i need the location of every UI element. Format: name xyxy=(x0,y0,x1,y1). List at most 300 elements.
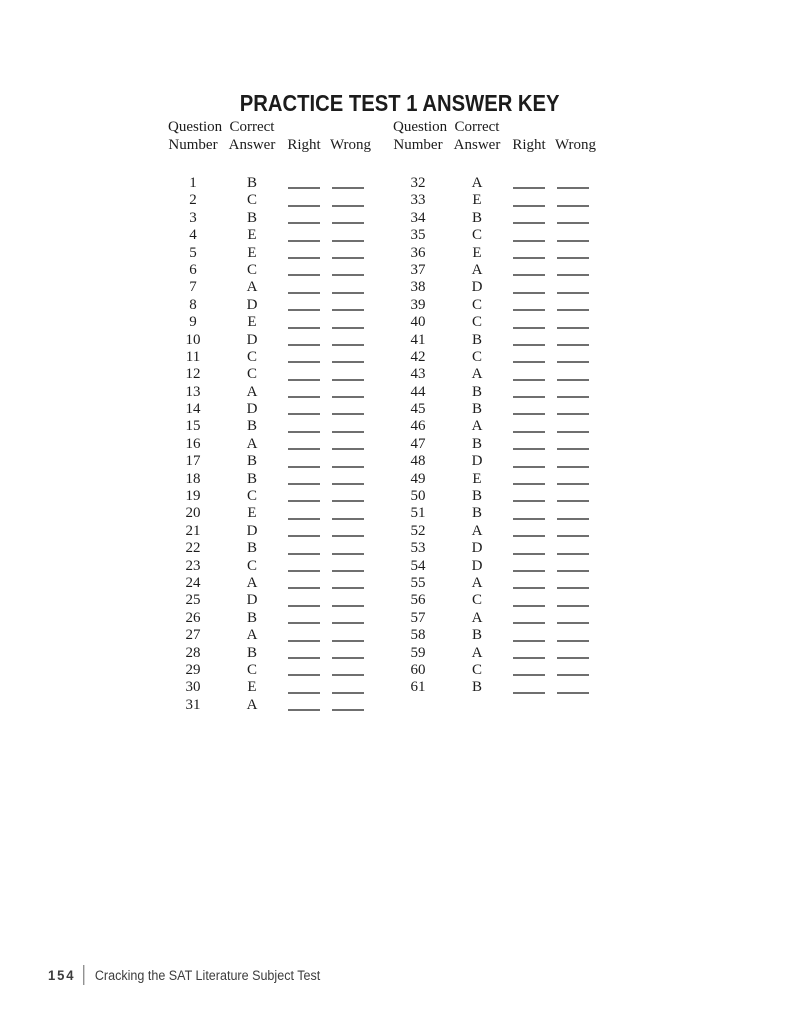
right-blank-line xyxy=(513,605,545,607)
question-number: 17 xyxy=(185,453,201,470)
wrong-blank-line xyxy=(332,657,364,659)
question-number: 45 xyxy=(410,401,426,418)
answer-key-row xyxy=(393,592,591,609)
wrong-blank-line xyxy=(332,205,364,207)
book-title: Cracking the SAT Literature Subject Test xyxy=(94,967,321,983)
answer-key-row xyxy=(393,645,591,662)
right-blank-line xyxy=(513,466,545,468)
question-number: 26 xyxy=(185,609,201,626)
question-number: 55 xyxy=(410,574,426,591)
question-number: 58 xyxy=(410,627,426,644)
question-number: 10 xyxy=(185,331,201,348)
right-blank-line xyxy=(288,431,320,433)
question-number: 13 xyxy=(185,383,201,400)
right-blank-line xyxy=(288,396,320,398)
wrong-blank-line xyxy=(557,553,589,555)
wrong-blank-line xyxy=(557,240,589,242)
question-number: 54 xyxy=(410,557,426,574)
wrong-blank-line xyxy=(557,292,589,294)
right-blank-line xyxy=(288,361,320,363)
correct-answer: D xyxy=(471,453,483,470)
question-number: 38 xyxy=(410,279,426,296)
answer-key-row xyxy=(393,679,591,696)
question-number: 36 xyxy=(410,244,426,261)
correct-answer: B xyxy=(471,209,482,226)
answer-key-row xyxy=(168,558,366,575)
correct-answer: E xyxy=(472,470,482,487)
question-number: 39 xyxy=(410,296,426,313)
answer-key-row xyxy=(393,627,591,644)
correct-answer: B xyxy=(471,331,482,348)
answer-key-row xyxy=(393,453,591,470)
header-right: Right xyxy=(512,137,546,153)
question-number: 46 xyxy=(410,418,426,435)
question-number: 43 xyxy=(410,366,426,383)
correct-answer: A xyxy=(471,522,483,539)
answer-key-row xyxy=(168,592,366,609)
correct-answer: C xyxy=(471,227,482,244)
answer-key-row xyxy=(168,505,366,522)
question-number: 57 xyxy=(410,609,426,626)
answer-key-row xyxy=(168,418,366,435)
question-number: 61 xyxy=(410,679,426,696)
wrong-blank-line xyxy=(332,292,364,294)
correct-answer: A xyxy=(471,366,483,383)
correct-answer: A xyxy=(471,574,483,591)
question-number: 30 xyxy=(185,679,201,696)
wrong-blank-line xyxy=(332,466,364,468)
header-correct-answer: Correct Answer xyxy=(453,119,501,153)
answer-key-row xyxy=(393,279,591,296)
correct-answer: B xyxy=(246,470,257,487)
correct-answer: A xyxy=(471,644,483,661)
right-blank-line xyxy=(288,570,320,572)
answer-key-row xyxy=(393,436,591,453)
correct-answer: C xyxy=(246,488,257,505)
page-footer xyxy=(48,965,320,985)
wrong-blank-line xyxy=(332,692,364,694)
answer-key-row xyxy=(393,540,591,557)
right-blank-line xyxy=(513,431,545,433)
right-blank-line xyxy=(513,187,545,189)
question-number: 47 xyxy=(410,435,426,452)
right-blank-line xyxy=(513,379,545,381)
correct-answer: C xyxy=(471,348,482,365)
wrong-blank-line xyxy=(332,587,364,589)
correct-answer: B xyxy=(471,383,482,400)
wrong-blank-line xyxy=(557,500,589,502)
correct-answer: C xyxy=(471,296,482,313)
right-blank-line xyxy=(513,309,545,311)
answer-key-row xyxy=(393,332,591,349)
question-number: 24 xyxy=(185,574,201,591)
question-number: 31 xyxy=(185,696,201,713)
answer-key-row xyxy=(393,297,591,314)
correct-answer: B xyxy=(246,540,257,557)
correct-answer: D xyxy=(471,279,483,296)
right-blank-line xyxy=(288,518,320,520)
header-correct-answer: Correct Answer xyxy=(228,119,276,153)
answer-key-row xyxy=(168,366,366,383)
right-blank-line xyxy=(288,640,320,642)
answer-key-row xyxy=(168,245,366,262)
wrong-blank-line xyxy=(557,327,589,329)
wrong-blank-line xyxy=(332,553,364,555)
correct-answer: C xyxy=(471,314,482,331)
answer-key-row xyxy=(168,488,366,505)
correct-answer: C xyxy=(246,557,257,574)
correct-answer: D xyxy=(246,592,258,609)
answer-key-row xyxy=(168,332,366,349)
wrong-blank-line xyxy=(557,483,589,485)
right-blank-line xyxy=(288,674,320,676)
wrong-blank-line xyxy=(332,344,364,346)
correct-answer: B xyxy=(246,418,257,435)
correct-answer: B xyxy=(471,679,482,696)
right-blank-line xyxy=(513,413,545,415)
right-blank-line xyxy=(288,187,320,189)
right-blank-line xyxy=(288,466,320,468)
wrong-blank-line xyxy=(557,535,589,537)
question-number: 59 xyxy=(410,644,426,661)
question-number: 9 xyxy=(189,314,197,331)
right-blank-line xyxy=(288,292,320,294)
wrong-blank-line xyxy=(557,413,589,415)
right-blank-line xyxy=(288,327,320,329)
wrong-blank-line xyxy=(557,222,589,224)
question-number: 27 xyxy=(185,627,201,644)
wrong-blank-line xyxy=(557,396,589,398)
wrong-blank-line xyxy=(332,622,364,624)
correct-answer: B xyxy=(246,175,257,191)
question-number: 7 xyxy=(189,279,197,296)
wrong-blank-line xyxy=(557,587,589,589)
right-blank-line xyxy=(288,622,320,624)
right-blank-line xyxy=(513,570,545,572)
question-number: 32 xyxy=(410,175,426,191)
question-number: 28 xyxy=(185,644,201,661)
correct-answer: C xyxy=(246,192,257,209)
answer-key-row xyxy=(168,436,366,453)
header-question-number: Question Number xyxy=(168,119,223,153)
header-question-number: Question Number xyxy=(393,119,448,153)
answer-key-row xyxy=(168,314,366,331)
right-blank-line xyxy=(513,292,545,294)
answer-key-row xyxy=(168,279,366,296)
footer-divider xyxy=(84,965,85,985)
right-blank-line xyxy=(513,396,545,398)
wrong-blank-line xyxy=(557,274,589,276)
right-blank-line xyxy=(288,553,320,555)
question-number: 50 xyxy=(410,488,426,505)
question-number: 21 xyxy=(185,522,201,539)
wrong-blank-line xyxy=(332,674,364,676)
wrong-blank-line xyxy=(557,622,589,624)
correct-answer: C xyxy=(471,592,482,609)
wrong-blank-line xyxy=(332,483,364,485)
question-number: 23 xyxy=(185,557,201,574)
question-number: 60 xyxy=(410,661,426,678)
wrong-blank-line xyxy=(332,361,364,363)
answer-key-row xyxy=(393,610,591,627)
question-number: 51 xyxy=(410,505,426,522)
question-number: 16 xyxy=(185,435,201,452)
right-blank-line xyxy=(288,222,320,224)
correct-answer: B xyxy=(471,435,482,452)
right-blank-line xyxy=(513,361,545,363)
right-blank-line xyxy=(288,379,320,381)
answer-key-row xyxy=(393,575,591,592)
question-number: 1 xyxy=(189,175,197,191)
wrong-blank-line xyxy=(557,640,589,642)
right-blank-line xyxy=(513,692,545,694)
column-headers xyxy=(393,118,597,154)
answer-key-row xyxy=(168,575,366,592)
wrong-blank-line xyxy=(332,379,364,381)
wrong-blank-line xyxy=(557,570,589,572)
answer-key-row xyxy=(168,662,366,679)
correct-answer: B xyxy=(246,453,257,470)
right-blank-line xyxy=(288,344,320,346)
answer-key-column-left xyxy=(168,118,372,714)
right-blank-line xyxy=(288,240,320,242)
answer-key-row xyxy=(168,192,366,209)
right-blank-line xyxy=(513,483,545,485)
question-number: 48 xyxy=(410,453,426,470)
page-title xyxy=(0,90,800,117)
correct-answer: C xyxy=(246,261,257,278)
wrong-blank-line xyxy=(557,344,589,346)
correct-answer: A xyxy=(246,279,258,296)
answer-key-row xyxy=(393,488,591,505)
right-blank-line xyxy=(513,448,545,450)
wrong-blank-line xyxy=(557,257,589,259)
right-blank-line xyxy=(513,257,545,259)
correct-answer: B xyxy=(246,644,257,661)
header-right: Right xyxy=(287,137,321,153)
right-blank-line xyxy=(288,448,320,450)
correct-answer: D xyxy=(471,557,483,574)
wrong-blank-line xyxy=(332,431,364,433)
correct-answer: A xyxy=(246,435,258,452)
correct-answer: A xyxy=(471,418,483,435)
answer-key-row xyxy=(168,384,366,401)
right-blank-line xyxy=(288,413,320,415)
right-blank-line xyxy=(513,205,545,207)
correct-answer: B xyxy=(471,505,482,522)
question-number: 18 xyxy=(185,470,201,487)
answer-key-row xyxy=(168,697,366,714)
right-blank-line xyxy=(513,622,545,624)
right-blank-line xyxy=(288,657,320,659)
question-number: 22 xyxy=(185,540,201,557)
correct-answer: B xyxy=(246,209,257,226)
answer-key-row xyxy=(393,384,591,401)
question-number: 6 xyxy=(189,261,197,278)
answer-key-row xyxy=(393,558,591,575)
page-number: 154 xyxy=(48,967,76,983)
right-blank-line xyxy=(513,274,545,276)
answer-key-row xyxy=(393,227,591,244)
question-number: 41 xyxy=(410,331,426,348)
correct-answer: A xyxy=(246,627,258,644)
answer-key-row xyxy=(393,471,591,488)
answer-key-column-right xyxy=(393,118,597,714)
question-number: 25 xyxy=(185,592,201,609)
correct-answer: E xyxy=(247,679,257,696)
wrong-blank-line xyxy=(557,657,589,659)
correct-answer: A xyxy=(246,574,258,591)
correct-answer: B xyxy=(471,401,482,418)
correct-answer: B xyxy=(471,488,482,505)
right-blank-line xyxy=(513,240,545,242)
wrong-blank-line xyxy=(332,413,364,415)
wrong-blank-line xyxy=(332,500,364,502)
answer-key-row xyxy=(393,175,591,192)
answer-key-row xyxy=(168,627,366,644)
wrong-blank-line xyxy=(557,448,589,450)
answer-key-row xyxy=(168,210,366,227)
wrong-blank-line xyxy=(557,518,589,520)
correct-answer: E xyxy=(472,244,482,261)
correct-answer: B xyxy=(471,627,482,644)
question-number: 49 xyxy=(410,470,426,487)
wrong-blank-line xyxy=(557,379,589,381)
question-number: 35 xyxy=(410,227,426,244)
wrong-blank-line xyxy=(557,692,589,694)
wrong-blank-line xyxy=(557,605,589,607)
wrong-blank-line xyxy=(332,396,364,398)
question-number: 3 xyxy=(189,209,197,226)
correct-answer: A xyxy=(246,696,258,713)
answer-key-row xyxy=(393,262,591,279)
question-number: 37 xyxy=(410,261,426,278)
answer-rows xyxy=(168,175,366,714)
question-number: 15 xyxy=(185,418,201,435)
right-blank-line xyxy=(288,709,320,711)
answer-key-row xyxy=(168,523,366,540)
right-blank-line xyxy=(513,327,545,329)
wrong-blank-line xyxy=(557,309,589,311)
correct-answer: A xyxy=(246,383,258,400)
correct-answer: E xyxy=(247,227,257,244)
wrong-blank-line xyxy=(332,187,364,189)
right-blank-line xyxy=(513,657,545,659)
question-number: 2 xyxy=(189,192,197,209)
right-blank-line xyxy=(288,257,320,259)
question-number: 40 xyxy=(410,314,426,331)
right-blank-line xyxy=(513,640,545,642)
answer-key-row xyxy=(168,297,366,314)
question-number: 12 xyxy=(185,366,201,383)
right-blank-line xyxy=(288,500,320,502)
correct-answer: C xyxy=(471,661,482,678)
right-blank-line xyxy=(288,535,320,537)
right-blank-line xyxy=(513,500,545,502)
correct-answer: A xyxy=(471,175,483,191)
answer-key-row xyxy=(168,610,366,627)
right-blank-line xyxy=(288,274,320,276)
wrong-blank-line xyxy=(332,222,364,224)
answer-key-row xyxy=(393,210,591,227)
wrong-blank-line xyxy=(557,466,589,468)
right-blank-line xyxy=(513,553,545,555)
correct-answer: C xyxy=(246,661,257,678)
right-blank-line xyxy=(513,587,545,589)
question-number: 34 xyxy=(410,209,426,226)
correct-answer: C xyxy=(246,366,257,383)
question-number: 44 xyxy=(410,383,426,400)
wrong-blank-line xyxy=(332,327,364,329)
answer-key-table xyxy=(168,118,597,714)
wrong-blank-line xyxy=(332,605,364,607)
answer-key-row xyxy=(168,175,366,192)
answer-key-row xyxy=(393,314,591,331)
right-blank-line xyxy=(288,483,320,485)
answer-key-row xyxy=(393,366,591,383)
wrong-blank-line xyxy=(332,309,364,311)
header-wrong: Wrong xyxy=(330,137,372,153)
right-blank-line xyxy=(288,605,320,607)
wrong-blank-line xyxy=(332,709,364,711)
right-blank-line xyxy=(288,587,320,589)
wrong-blank-line xyxy=(557,187,589,189)
wrong-blank-line xyxy=(332,535,364,537)
answer-key-row xyxy=(393,662,591,679)
wrong-blank-line xyxy=(332,257,364,259)
answer-key-row xyxy=(393,349,591,366)
question-number: 19 xyxy=(185,488,201,505)
right-blank-line xyxy=(513,535,545,537)
question-number: 8 xyxy=(189,296,197,313)
answer-key-row xyxy=(393,418,591,435)
question-number: 56 xyxy=(410,592,426,609)
answer-key-row xyxy=(168,262,366,279)
wrong-blank-line xyxy=(557,674,589,676)
column-headers xyxy=(168,118,372,154)
correct-answer: D xyxy=(246,401,258,418)
right-blank-line xyxy=(288,205,320,207)
question-number: 42 xyxy=(410,348,426,365)
correct-answer: E xyxy=(247,505,257,522)
question-number: 5 xyxy=(189,244,197,261)
correct-answer: A xyxy=(471,261,483,278)
wrong-blank-line xyxy=(332,448,364,450)
answer-key-row xyxy=(168,645,366,662)
question-number: 20 xyxy=(185,505,201,522)
right-blank-line xyxy=(513,222,545,224)
answer-key-row xyxy=(168,679,366,696)
answer-key-row xyxy=(168,349,366,366)
right-blank-line xyxy=(513,344,545,346)
question-number: 33 xyxy=(410,192,426,209)
question-number: 11 xyxy=(185,348,201,365)
answer-key-row xyxy=(393,192,591,209)
page-title-text: PRACTICE TEST 1 ANSWER KEY xyxy=(240,90,560,116)
answer-key-row xyxy=(168,401,366,418)
correct-answer: E xyxy=(472,192,482,209)
answer-key-row xyxy=(168,540,366,557)
correct-answer: A xyxy=(471,609,483,626)
question-number: 4 xyxy=(189,227,197,244)
answer-key-row xyxy=(168,471,366,488)
question-number: 53 xyxy=(410,540,426,557)
answer-key-row xyxy=(393,505,591,522)
correct-answer: D xyxy=(471,540,483,557)
wrong-blank-line xyxy=(557,205,589,207)
wrong-blank-line xyxy=(332,640,364,642)
answer-rows xyxy=(393,175,591,697)
